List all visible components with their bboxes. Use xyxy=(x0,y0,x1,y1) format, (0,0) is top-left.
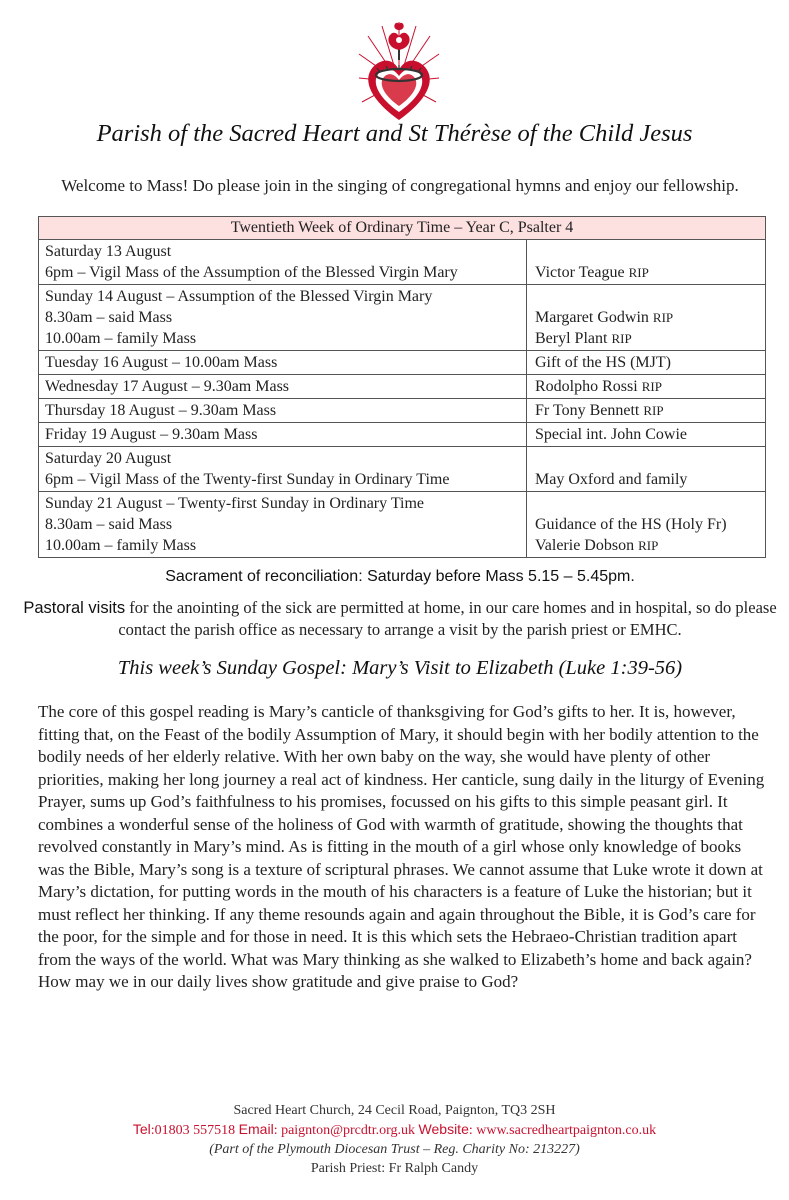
mass-time-line: Thursday 18 August – 9.30am Mass xyxy=(45,402,277,419)
mass-time-line: 8.30am – said Mass xyxy=(45,516,173,533)
intention-line xyxy=(535,514,759,535)
schedule-row xyxy=(39,285,766,351)
schedule-row xyxy=(39,240,766,285)
intention-text: Rodolpho Rossi xyxy=(535,378,642,395)
intention-line xyxy=(535,424,759,445)
intention-line xyxy=(535,307,759,328)
intention-line xyxy=(535,400,759,421)
reconciliation-notice: Sacrament of reconciliation: Saturday before Mass 5.15 – 5.45pm. xyxy=(165,568,635,585)
mass-time-line: Saturday 13 August xyxy=(45,243,172,260)
intention-line xyxy=(535,535,759,556)
schedule-row xyxy=(39,351,766,375)
intention-text: Victor Teague xyxy=(535,264,629,281)
mass-time-line: 10.00am – family Mass xyxy=(45,537,197,554)
mass-time-cell xyxy=(39,399,527,423)
mass-time-line: 6pm – Vigil Mass of the Twenty-first Sunday in Ordinary Time xyxy=(45,471,450,488)
intention-line xyxy=(535,262,759,283)
intention-cell xyxy=(527,492,766,558)
mass-time-cell xyxy=(39,492,527,558)
schedule-row xyxy=(39,423,766,447)
intention-text: Special int. John Cowie xyxy=(535,426,687,443)
mass-time-line: Saturday 20 August xyxy=(45,450,172,467)
mass-time-line: 10.00am – family Mass xyxy=(45,330,197,347)
intention-line xyxy=(535,286,759,307)
mass-time-line: 6pm – Vigil Mass of the Assumption of the Blessed Virgin Mary xyxy=(45,264,458,281)
mass-time-cell xyxy=(39,351,527,375)
parish-priest: Parish Priest: Fr Ralph Candy xyxy=(310,1161,479,1176)
intention-text: Beryl Plant xyxy=(535,330,612,347)
rip-label: RIP xyxy=(643,403,664,418)
schedule-header-row xyxy=(39,217,766,240)
mass-time-line: Sunday 14 August – Assumption of the Blessed Virgin Mary xyxy=(45,288,433,305)
intention-line xyxy=(535,352,759,373)
intention-text: Fr Tony Bennett xyxy=(535,402,644,419)
rip-label: RIP xyxy=(611,331,632,346)
schedule-row xyxy=(39,375,766,399)
mass-time-cell xyxy=(39,240,527,285)
schedule-heading: Twentieth Week of Ordinary Time – Year C, Psalter 4 xyxy=(39,217,766,240)
email-label: Email xyxy=(238,1121,274,1137)
page-title: Parish of the Sacred Heart and St Thérèse of the Child Jesus xyxy=(96,120,693,147)
footer xyxy=(0,1101,789,1178)
gospel-title: This week’s Sunday Gospel: Mary’s Visit to Elizabeth (Luke 1:39-56) xyxy=(117,657,683,679)
intention-text: Guidance of the HS (Holy Fr) xyxy=(535,516,727,533)
mass-time-cell xyxy=(39,423,527,447)
rip-label: RIP xyxy=(652,310,674,325)
tel-label: Tel xyxy=(132,1121,151,1137)
mass-time-line: Tuesday 16 August – 10.00am Mass xyxy=(45,354,278,371)
intention-line xyxy=(535,241,759,262)
rip-label: RIP xyxy=(641,379,662,394)
mass-time-cell xyxy=(39,375,527,399)
church-address: Sacred Heart Church, 24 Cecil Road, Paignton, TQ3 2SH xyxy=(233,1103,556,1118)
contact-line xyxy=(0,1120,789,1140)
mass-time-cell xyxy=(39,285,527,351)
mass-time-line: Sunday 21 August – Twenty-first Sunday in Ordinary Time xyxy=(45,495,425,512)
intention-cell xyxy=(527,351,766,375)
mass-time-line: Friday 19 August – 9.30am Mass xyxy=(45,426,258,443)
intention-cell xyxy=(527,399,766,423)
rip-label: RIP xyxy=(628,265,649,280)
schedule-row xyxy=(39,492,766,558)
intention-cell xyxy=(527,423,766,447)
schedule-row xyxy=(39,447,766,492)
intention-cell xyxy=(527,285,766,351)
intention-line xyxy=(535,328,759,349)
pastoral-visits-label: Pastoral visits xyxy=(23,599,126,617)
intention-text: Margaret Godwin xyxy=(535,309,653,326)
intention-line xyxy=(535,448,759,469)
pastoral-visits-notice xyxy=(20,597,780,641)
charity-info: (Part of the Plymouth Diocesan Trust – Reg. Charity No: 213227) xyxy=(209,1142,580,1157)
welcome-text: Welcome to Mass! Do please join in the singing of congregational hymns and enjoy our fellowship. xyxy=(61,176,739,195)
website-link[interactable]: : www.sacredheartpaignton.co.uk xyxy=(468,1123,657,1138)
website-label: Website xyxy=(418,1121,469,1137)
intention-cell xyxy=(527,240,766,285)
intention-text: Valerie Dobson xyxy=(535,537,639,554)
intention-text: May Oxford and family xyxy=(535,471,688,488)
rip-label: RIP xyxy=(638,538,659,553)
intention-line xyxy=(535,493,759,514)
mass-time-line: Wednesday 17 August – 9.30am Mass xyxy=(45,378,290,395)
tel-number: :01803 557518 xyxy=(150,1123,239,1138)
mass-schedule-table xyxy=(38,216,766,558)
mass-time-cell xyxy=(39,447,527,492)
mass-time-line: 8.30am – said Mass xyxy=(45,309,173,326)
schedule-row xyxy=(39,399,766,423)
sacred-heart-logo-icon xyxy=(358,20,440,128)
intention-text: Gift of the HS (MJT) xyxy=(535,354,671,371)
pastoral-visits-text: for the anointing of the sick are permitted at home, in our care homes and in hospital, so do please contact the parish office as necessary to arrange a visit by the parish priest or EMHC. xyxy=(118,598,777,639)
intention-line xyxy=(535,469,759,490)
intention-cell xyxy=(527,375,766,399)
email-link[interactable]: : paignton@prcdtr.org.uk xyxy=(273,1123,419,1138)
intention-line xyxy=(535,376,759,397)
gospel-reflection-text: The core of this gospel reading is Mary’s canticle of thanksgiving for God’s gifts to her. It is, however, fitting that, on the Feast of the bodily Assumption of Mary, it should begin with her bodily attention to the bodily needs of her elderly relative. With her own baby on the way, she would have plenty of other priorities, making her long journey a real act of kindness. Her canticle, sung daily in the liturgy of Evening Prayer, sums up God’s faithfulness to his promises, focussed on his gifts to this simple peasant girl. It combines a wonderful sense of the holiness of God with warmth of gratitude, showing the thoughts that revolved constantly in Mary’s mind. As is fitting in the mouth of a girl whose only knowledge of books was the Bible, Mary’s song is a texture of scriptural phrases. We cannot assume that Luke wrote it down at Mary’s dictation, for putting words in the mouth of his characters is a feature of Luke the historian; but it must reflect her thinking. If any theme resounds again and again throughout the Bible, it is God’s care for the poor, for the simple and for those in need. It is this which sets the Hebraeo-Christian tradition apart from the ways of the world. What was Mary thinking as she walked to Elizabeth’s home and back again? How may we in our daily lives show gratitude and give praise to God? xyxy=(38,702,765,991)
intention-cell xyxy=(527,447,766,492)
